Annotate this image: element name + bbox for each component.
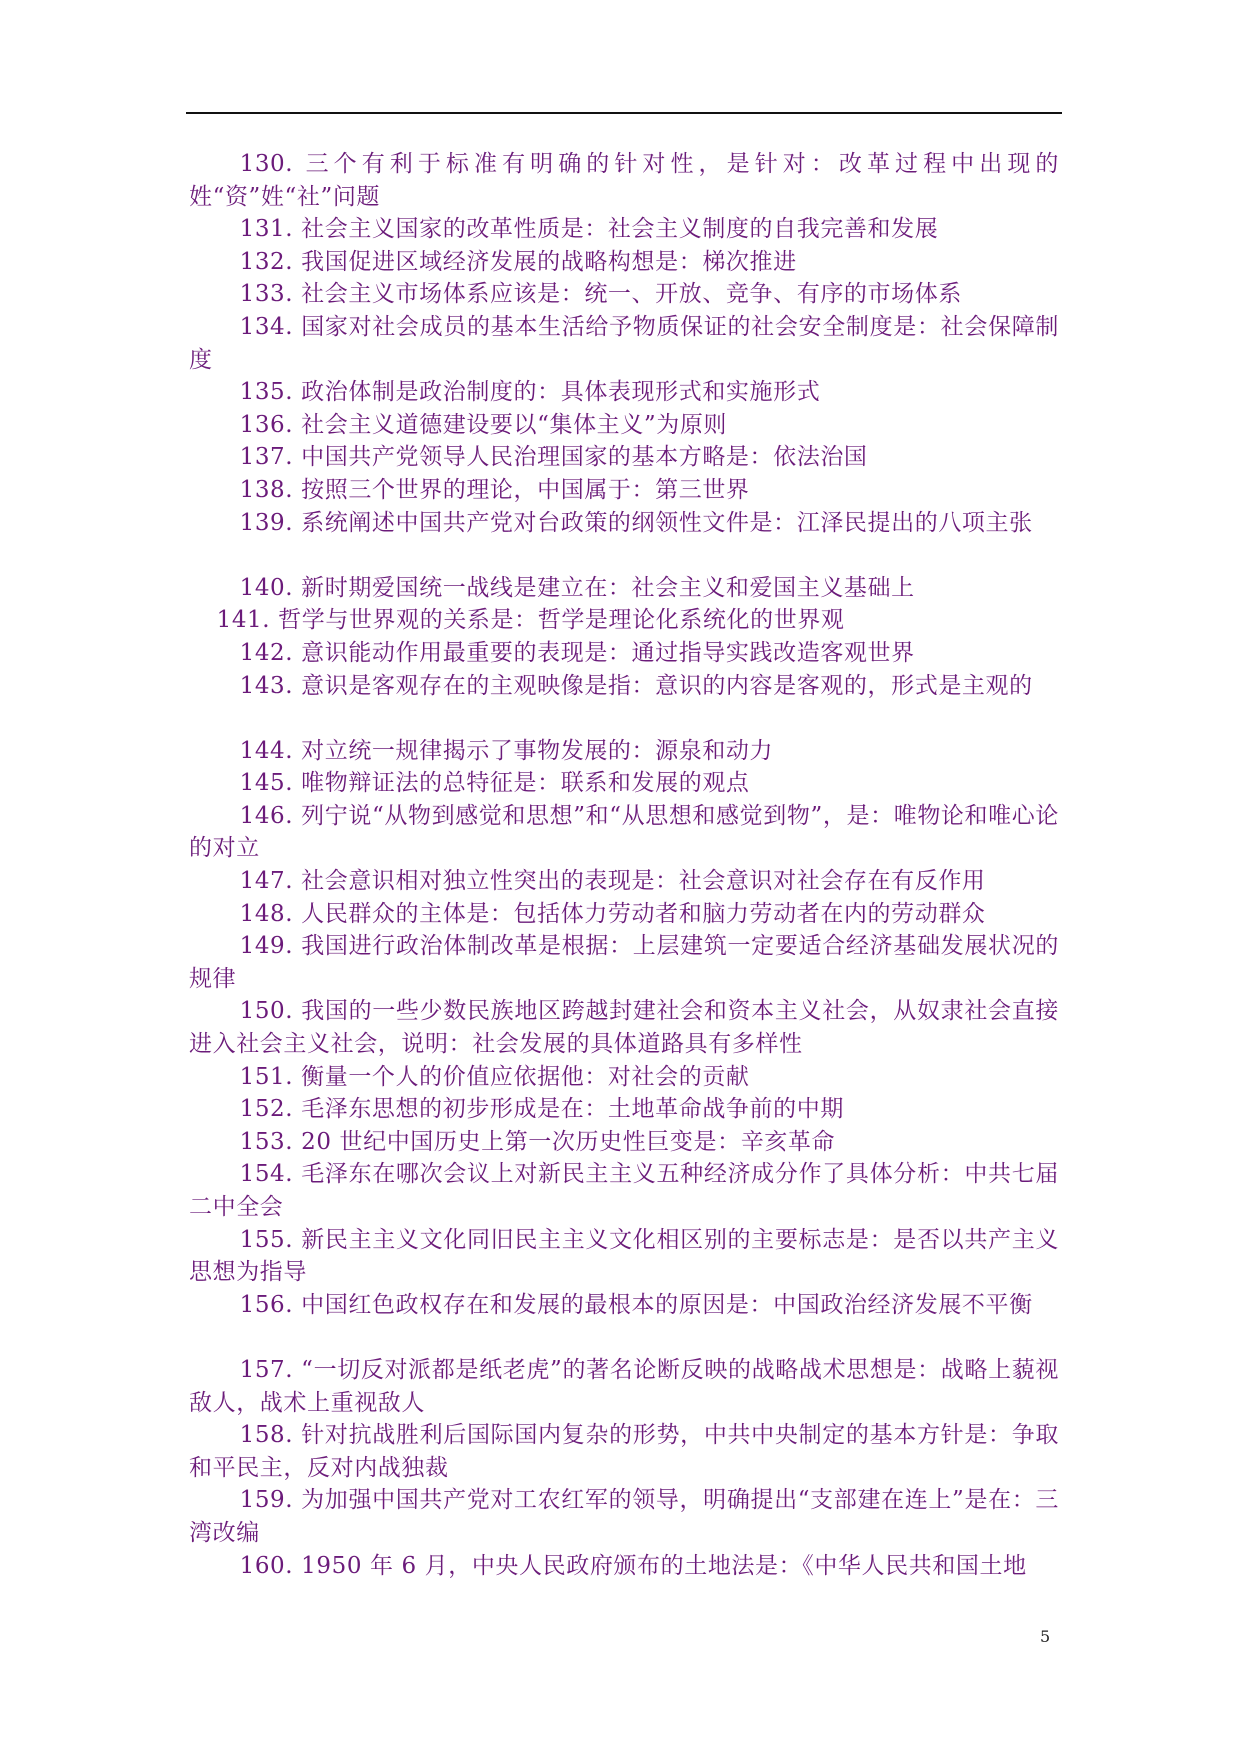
blank-line xyxy=(189,1321,1059,1354)
question-item: 151. 衡量一个人的价值应依据他：对社会的贡献 xyxy=(239,1063,750,1090)
question-item: 131. 社会主义国家的改革性质是：社会主义制度的自我完善和发展 xyxy=(239,216,939,243)
question-item: 140. 新时期爱国统一战线是建立在：社会主义和爱国主义基础上 xyxy=(239,574,915,601)
question-item: 136. 社会主义道德建设要以“集体主义”为原则 xyxy=(239,411,728,438)
question-item: 146. 列宁说“从物到感觉和思想”和“从思想和感觉到物”，是：唯物论和唯心论的对立 xyxy=(189,802,1059,862)
question-item: 135. 政治体制是政治制度的：具体表现形式和实施形式 xyxy=(239,379,821,406)
question-item: 158. 针对抗战胜利后国际国内复杂的形势，中共中央制定的基本方针是：争取和平民主，反对内战独裁 xyxy=(189,1422,1059,1481)
header-rule xyxy=(186,112,1062,114)
question-item: 134. 国家对社会成员的基本生活给予物质保证的社会安全制度是：社会保障制度 xyxy=(189,313,1059,373)
question-item: 153. 20 世纪中国历史上第一次历史性巨变是：辛亥革命 xyxy=(239,1128,836,1155)
question-item: 155. 新民主主义文化同旧民主主义文化相区别的主要标志是：是否以共产主义思想为指导 xyxy=(189,1226,1059,1286)
question-item: 148. 人民群众的主体是：包括体力劳动者和脑力劳动者在内的劳动群众 xyxy=(239,900,986,927)
question-list xyxy=(189,148,1059,1582)
question-item: 160. 1950 年 6 月，中央人民政府颁布的土地法是：《中华人民共和国土地 xyxy=(239,1552,1027,1579)
question-item: 150. 我国的一些少数民族地区跨越封建社会和资本主义社会，从奴隶社会直接进入社会主义社会，说明：社会发展的具体道路具有多样性 xyxy=(189,998,1059,1058)
question-item: 143. 意识是客观存在的主观映像是指：意识的内容是客观的，形式是主观的 xyxy=(239,672,1033,699)
question-item: 133. 社会主义市场体系应该是：统一、开放、竞争、有序的市场体系 xyxy=(239,281,962,308)
question-item: 147. 社会意识相对独立性突出的表现是：社会意识对社会存在有反作用 xyxy=(239,868,986,895)
question-item: 130. 三个有利于标准有明确的针对性，是针对：改革过程中出现的姓“资”姓“社”问题 xyxy=(189,151,1059,210)
question-item: 144. 对立统一规律揭示了事物发展的：源泉和动力 xyxy=(239,737,774,764)
question-item: 154. 毛泽东在哪次会议上对新民主主义五种经济成分作了具体分析：中共七届二中全会 xyxy=(189,1161,1059,1220)
blank-line xyxy=(189,539,1059,572)
question-item: 152. 毛泽东思想的初步形成是在：土地革命战争前的中期 xyxy=(239,1096,844,1123)
question-item: 132. 我国促进区域经济发展的战略构想是：梯次推进 xyxy=(239,248,797,275)
question-item: 141. 哲学与世界观的关系是：哲学是理论化系统化的世界观 xyxy=(216,607,845,634)
blank-line xyxy=(189,702,1059,735)
question-item: 142. 意识能动作用最重要的表现是：通过指导实践改造客观世界 xyxy=(239,639,915,666)
question-item: 149. 我国进行政治体制改革是根据：上层建筑一定要适合经济基础发展状况的规律 xyxy=(189,933,1059,992)
question-item: 138. 按照三个世界的理论，中国属于：第三世界 xyxy=(239,476,750,503)
question-item: 139. 系统阐述中国共产党对台政策的纲领性文件是：江泽民提出的八项主张 xyxy=(239,509,1033,536)
page-number: 5 xyxy=(1040,1627,1051,1646)
question-item: 159. 为加强中国共产党对工农红军的领导，明确提出“支部建在连上”是在：三湾改编 xyxy=(189,1487,1059,1546)
question-item: 157. “一切反对派都是纸老虎”的著名论断反映的战略战术思想是：战略上藐视敌人，战术上重视敌人 xyxy=(189,1356,1059,1416)
question-item: 145. 唯物辩证法的总特征是：联系和发展的观点 xyxy=(239,770,750,797)
question-item: 156. 中国红色政权存在和发展的最根本的原因是：中国政治经济发展不平衡 xyxy=(239,1291,1033,1318)
question-item: 137. 中国共产党领导人民治理国家的基本方略是：依法治国 xyxy=(239,444,868,471)
